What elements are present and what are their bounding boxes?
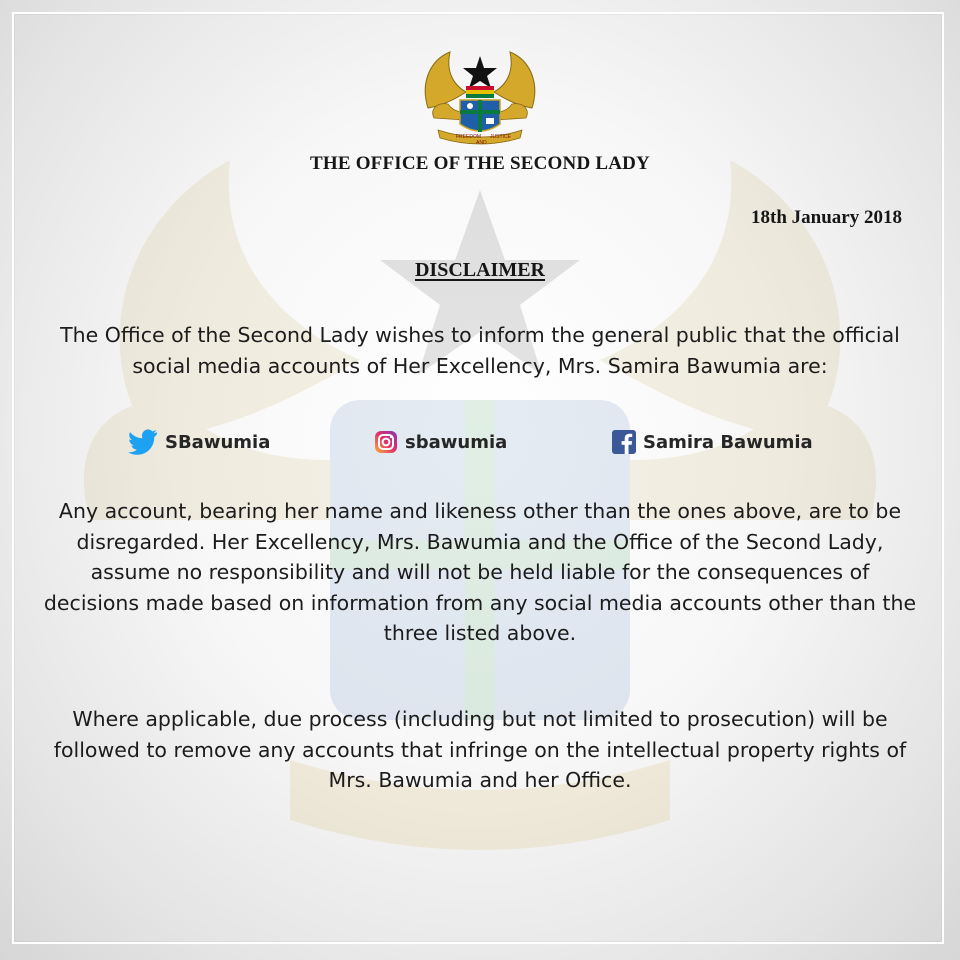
office-title: THE OFFICE OF THE SECOND LADY — [310, 153, 650, 174]
instagram-icon — [374, 430, 398, 454]
page-border — [12, 12, 944, 944]
twitter-handle: SBawumia — [165, 431, 271, 453]
document-date: 18th January 2018 — [751, 207, 902, 228]
coat-of-arms-icon — [420, 48, 540, 148]
crest-motto-justice: JUSTICE — [490, 134, 511, 140]
facebook-account[interactable] — [612, 428, 813, 456]
twitter-account[interactable] — [128, 428, 270, 456]
twitter-icon — [128, 429, 158, 455]
disclaimer-heading: DISCLAIMER — [414, 259, 546, 281]
crest-motto-freedom: FREEDOM — [456, 134, 481, 140]
facebook-icon — [612, 430, 636, 454]
instagram-account[interactable] — [374, 428, 507, 456]
facebook-handle: Samira Bawumia — [643, 431, 813, 453]
intro-paragraph: The Office of the Second Lady wishes to inform the general public that the official social media accounts of Her Excellency, Mrs. Samira Bawumia are: — [60, 323, 900, 378]
body-paragraph: Any account, bearing her name and likeness other than the ones above, are to be disregarded. Her Excellency, Mrs. Bawumia and the Office of the Second Lady, assume no responsibility and will not be held liable for the consequences of decisions made based on information from any social media accounts other than the three listed above. — [43, 499, 917, 646]
closing-paragraph: Where applicable, due process (including but not limited to prosecution) will be followed to remove any accounts that infringe on the intellectual property rights of Mrs. Bawumia and her Office. — [53, 707, 907, 793]
instagram-handle: sbawumia — [405, 431, 508, 453]
crest-motto-and: AND — [476, 140, 487, 146]
